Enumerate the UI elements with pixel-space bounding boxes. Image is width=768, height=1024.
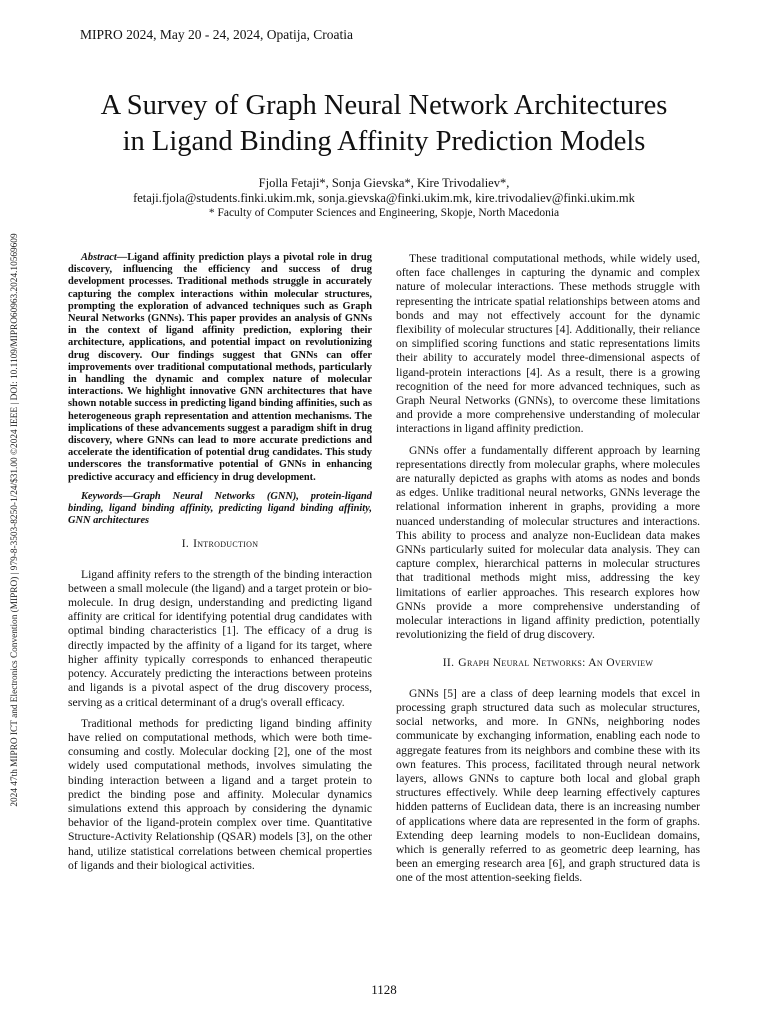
author-affiliation: * Faculty of Computer Sciences and Engineering, Skopje, North Macedonia: [208, 207, 560, 219]
right-column: [396, 252, 700, 893]
paragraph: Traditional methods for predicting ligand binding affinity have relied on computational methods, which were both time-consuming and costly. Molecular docking [2], one of the most widely used computational methods, involves simulating the binding interaction between a ligand and a target protein to predict the binding pose and affinity. Molecular dynamics simulations extend this approach by considering the dynamic behavior of the ligand-protein complex over time. Quantitative Structure-Activity Relationship (QSAR) models [3], on the other hand, utilize statistical correlations between chemical properties of ligands and their biological activities.: [68, 716, 372, 872]
abstract: [68, 252, 372, 484]
paragraph: GNNs offer a fundamentally different approach by learning representations directly from molecular graphs, where molecules are naturally depicted as graphs with atoms as nodes and bonds as edges. Unlike traditional neural networks, GNNs leverage the relational information inherent in graphs, providing a more nuanced understanding of molecular structures and interactions. This ability to process and analyze non-Euclidean data makes GNNs particularly suited for molecular data analysis. They can capture complex, hierarchical patterns in molecular structures that traditional methods might miss, addressing the key limitations of earlier approaches. This research explores how GNNs provide a more comprehensive understanding of molecular interactions in ligand affinity prediction, potentially revolutionizing the field of drug discovery.: [396, 443, 700, 642]
title-line-2: in Ligand Binding Affinity Prediction Models: [122, 126, 646, 157]
keywords: [68, 491, 372, 528]
abstract-text: —Ligand affinity prediction plays a pivotal role in drug discovery, influencing the efficiency and success of drug development processes. Traditional methods struggle in accurately capturing the complex interactions within molecular structures, prompting the exploration of advanced techniques such as Graph Neural Networks (GNNs). This paper provides an analysis of GNNs in the context of ligand affinity prediction, exploring their architecture, applications, and potential impact on revolutionizing drug discovery. Our findings suggest that GNNs can offer improvements over traditional computational methods, particularly in handling the dynamic and complex nature of molecular interactions. We highlight innovative GNN architectures that have shown notable success in predicting ligand binding affinities, such as heterogeneous graph representation and attention mechanisms. The implications of these advancements suggest a paradigm shift in drug discovery, where GNNs can lead to more accurate predictions and accelerate the identification of potential drug candidates. This study underscores the transformative potential of GNNs in enhancing predictive accuracy and efficiency in drug development.: [68, 252, 372, 483]
paper-title: [0, 88, 768, 160]
abstract-label: Abstract: [81, 252, 117, 263]
doi-sidebar-text: 2024 47th MIPRO ICT and Electronics Convention (MIPRO) | 979-8-3503-8250-1/24/$31.00 ©2024 IEEE | DOI: 10.1109/MIPRO60963.2024.10569609: [10, 233, 20, 807]
keywords-text: —Graph Neural Networks (GNN), protein-ligand binding, ligand binding affinity, predicting ligand binding affinity, GNN architectures: [68, 490, 372, 527]
section-number: I.: [181, 537, 190, 551]
author-block: [0, 176, 768, 221]
page-number: 1128: [371, 982, 397, 997]
doi-sidebar: [4, 210, 22, 830]
section-number: II.: [442, 656, 455, 670]
left-column: [68, 252, 372, 880]
author-emails: fetaji.fjola@students.finki.ukim.mk, sonja.gievska@finki.ukim.mk, kire.trivodaliev@finki.ukim.mk: [133, 191, 635, 205]
title-line-1: A Survey of Graph Neural Network Architectures: [100, 90, 668, 121]
paragraph: These traditional computational methods, while widely used, often face challenges in capturing the dynamic and complex nature of molecular interactions. These methods struggle with representing the intricate spatial relationships between atoms and bonds and may not effectively account for the dynamic flexibility of molecular structures [4]. Additionally, their reliance on simplified scoring functions and static representations limits their ability to accurately model three-dimensional aspects of ligand-protein interactions [4]. As a result, there is a growing recognition of the need for more advanced techniques, such as Graph Neural Networks (GNNs), to overcome these limitations and provide a more comprehensive understanding of molecular interactions in ligand affinity prediction.: [396, 252, 700, 436]
author-names: Fjolla Fetaji*, Sonja Gievska*, Kire Trivodaliev*,: [258, 176, 510, 190]
paragraph: GNNs [5] are a class of deep learning models that excel in processing graph structured data such as molecular structures, social networks, and more. In GNNs, neighboring nodes communicate by exchanging information, enabling each node to aggregate features from its neighbors and combine these with its own features. This process, facilitated through neural network layers, allows GNNs to capture both local and global graph structures effectively. While deep learning effectively captures hidden patterns of Euclidean data, there is an increasing number of applications where data are represented in the form of graphs. Extending deep learning models to non-Euclidean domains, which is generally referred to as geometric deep learning, has been an emerging research area [6], and graph structured data is one of the most attention-seeking fields.: [396, 686, 700, 885]
section-heading-gnn-overview: [396, 656, 700, 670]
keywords-label: Keywords: [81, 490, 123, 502]
section-title: Graph Neural Networks: An Overview: [458, 656, 654, 670]
paragraph: Ligand affinity refers to the strength of the binding interaction between a small molecule (the ligand) and a target protein or bio-molecule. In drug design, understanding and predicting ligand affinity are critical for identifying potential drug candidates with optimal binding characteristics [1]. The efficacy of a drug is directly impacted by the affinity of a ligand for its target, where higher affinity typically corresponds to enhanced therapeutic potency. Accurately predicting the interactions between proteins and ligands is a pivotal aspect of the drug discovery process, serving as a critical determinant of a drug's overall efficacy.: [68, 567, 372, 709]
section-heading-introduction: [68, 537, 372, 551]
section-title: Introduction: [193, 537, 259, 551]
conference-header: MIPRO 2024, May 20 - 24, 2024, Opatija, Croatia: [80, 27, 353, 42]
